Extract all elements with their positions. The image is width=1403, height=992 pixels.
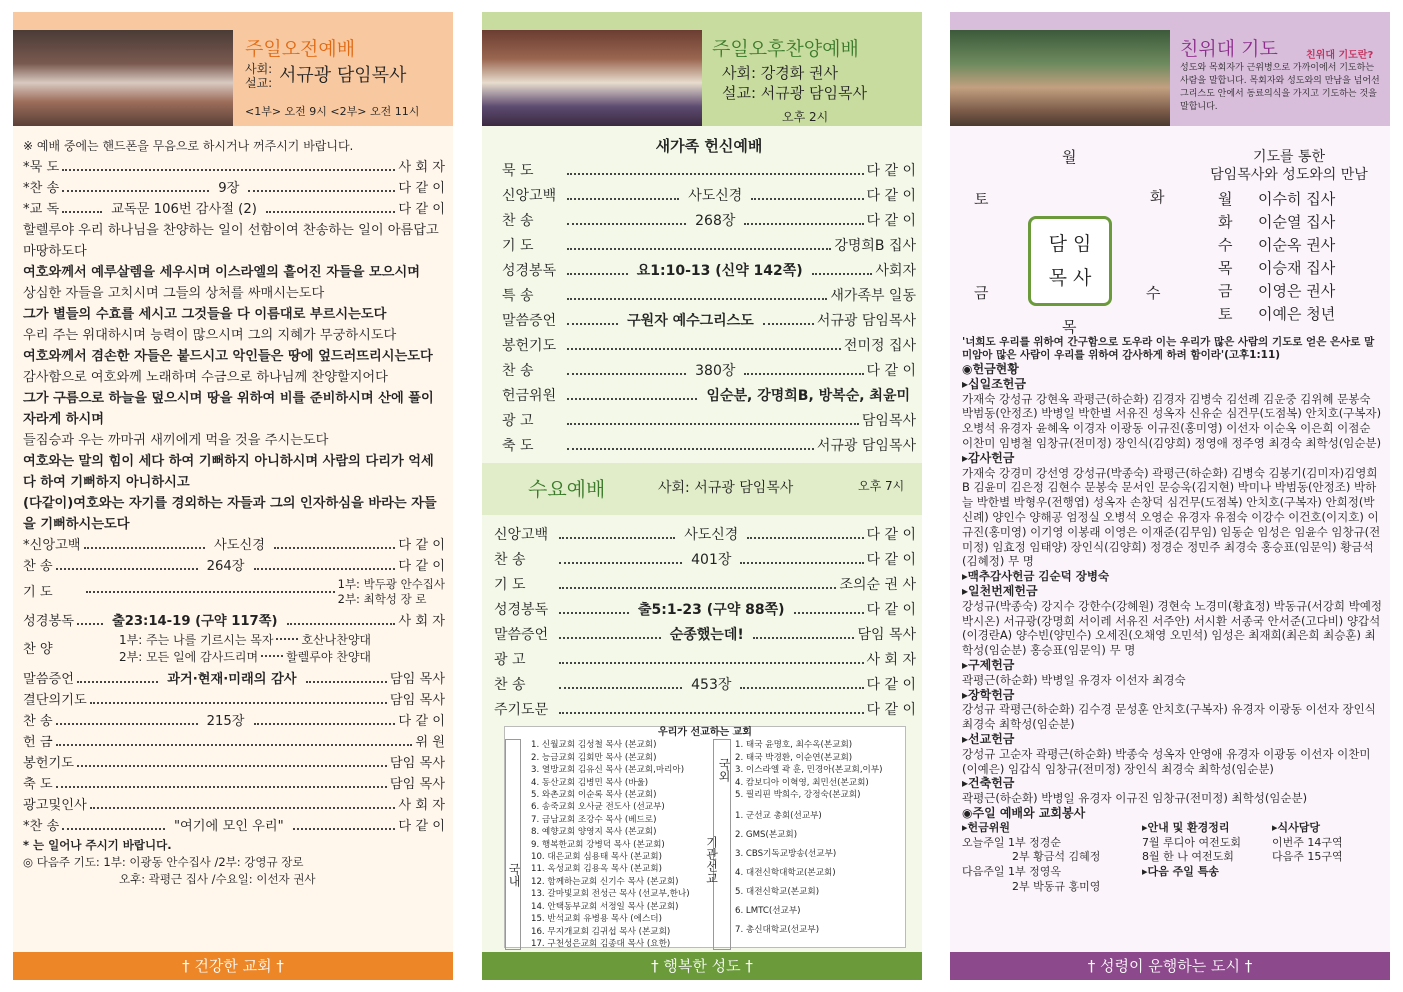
order-row: 찬 양 1부: 주는 나를 기르시는 목자 호산나찬양대 2부: 모든 일에 감사드리며 할렐루야 찬양대 [23, 633, 372, 664]
mission-item: 7. 금남교회 조강수 목사 (베드로) [531, 814, 657, 825]
mission-item: 8. 예향교회 양영지 목사 (본교회) [531, 827, 657, 838]
reading-line: 들짐승과 우는 까마귀 새끼에게 먹을 것을 주시는도다 [23, 433, 329, 448]
reading-line: 여호와는 말의 힘이 세다 하여 기뻐하지 아니하시며 사람의 다리가 억세다 하여 기뻐하지 아니하시고 [23, 454, 434, 490]
reading-line: 그가 구름으로 하늘을 덮으시며 땅을 위하여 비를 준비하시며 산에 풀이 자라게 하시며 [23, 391, 434, 427]
order-row: 신앙고백 사도신경 다 같 이 [502, 188, 916, 204]
reading-line: 우리 주는 위대하시며 능력이 많으시며 그의 지혜가 무궁하시도다 [23, 328, 397, 343]
mission-item: 13. 갈마빛교회 전성근 목사 (선교부,한나) [531, 889, 690, 900]
mission-item: 11. 옥성교회 김용옥 목사 (본교회) [531, 864, 662, 875]
responsive-reading [23, 220, 445, 535]
prayer-description: 성도와 목회자가 근위병으로 가까이에서 기도하는 사람을 말합니다. 목회자와 성도와의 만남을 넘어선 그리스도 안에서 동료의식을 가지고 기도하는 것을 말합니다. [1180, 63, 1380, 112]
mission-item: 3. 열방교회 김유신 목사 (본교회,마리아) [531, 765, 685, 776]
stand-note: * 는 일어나 주시기 바랍니다. [23, 838, 172, 852]
mission-item: 7. 총신대학교(선교부) [735, 925, 820, 936]
reading-line: 여호와께서 겸손한 자들은 붙드시고 악인들은 땅에 엎드러뜨리시는도다 [23, 349, 433, 364]
order-row: 광고및인사 사 회 자 [23, 798, 445, 813]
day-fri: 금 [974, 284, 989, 302]
footer-slogan: † 성령이 운행하는 도시 † [950, 952, 1390, 980]
order-row: 찬 송 264장 다 같 이 [23, 559, 446, 574]
afternoon-time: 오후 2시 [782, 110, 829, 124]
foreign-label: 국외 [717, 758, 731, 783]
day-tue: 화 [1150, 188, 1165, 206]
prayer-question: 친위대 기도란? [1306, 50, 1374, 61]
order-row: 말씀증언 순종했는데! 담임 목사 [494, 627, 916, 643]
order-row: *찬 송 "여기에 모인 우리" 다 같 이 [23, 819, 446, 834]
roster-row: 토 이예은 청년 [1218, 305, 1336, 323]
mission-item: 10. 대은교회 심용태 목사 (본교회) [531, 852, 662, 863]
reading-line: 감사함으로 여호와께 노래하며 수금으로 하나님께 찬양할지어다 [23, 370, 388, 385]
mission-item: 14. 안택동부교회 서정일 목사 (본교회) [531, 901, 679, 912]
thanks-list: 가재숙 강경미 강선영 강성규(박종숙) 곽평근(하순화) 김병숙 김봉기(김미자)김영희B 김윤미 김은정 김현수 문봉숙 문서인 문승욱(김지현) 박미나 박범동(안정조) 박하늘 박한별 박형우(전행엽) 성옥자 손창덕 심건무(도점복) 안치호(구복자) 안희정(박신례) 양인수 양해공 엄정실 오병석 오영순 유경자 유점숙 이강수 이건호(이지호) 이규진(홍미영) 이기영 이봉래 이영은 이재준(김무임) 임동순 임성은 임윤수 임창규(전미정) 임효정 임태양) 장인식(김양희) 정경순 정민주 최경숙 홍승표(임문익) 황금석(김혜정) 무 명 [962, 465, 1381, 569]
wednesday-time: 오후 7시 [858, 479, 905, 493]
preacher-name: 서규광 담임목사 [279, 65, 407, 86]
mission-item: 4. 동산교회 김병민 목사 (바울) [531, 777, 649, 788]
sub-title: 새가족 헌신예배 [655, 137, 763, 155]
order-row: 말씀증언 구원자 예수그리스도 서규광 담임목사 [502, 313, 916, 329]
reading-line: 상심한 자들을 고치시며 그들의 상처를 싸매시는도다 [23, 286, 325, 301]
mission-churches-box [504, 726, 906, 948]
senior-pastor-box: 담 임 목 사 [1028, 216, 1112, 306]
order-row: 찬 송 380장 다 같 이 [502, 363, 917, 379]
mission-item: 2. 능금교회 김회만 목사 (본교회) [531, 752, 657, 763]
order-row: *묵 도 사 회 자 [23, 160, 445, 175]
service-times: <1부> 오전 9시 <2부> 오전 11시 [245, 105, 420, 118]
mission-item: 2. GMS(본교회) [735, 830, 798, 841]
mission-item: 5. 필리핀 박희수, 강정숙(본교회) [735, 790, 861, 801]
afternoon-worship-title: 주일오후찬양예배 [712, 38, 859, 60]
tithe-list: 가재숙 강성규 강현옥 곽평근(하순화) 김경자 김병숙 김선례 김운중 김위혜 문봉숙 박범동(안정조) 박병일 박한별 서유진 성옥자 신유순 심건무(도점복) 안치호(구복자) 오병석 유경자 윤혜옥 이경자 이광동 이규진(홍미영) 이선자 이순옥 이은희 이점순 이찬미 임병철 임창규(전미정) 장인식(김양희) 정영애 정주영 최경숙 최학성(임순분) [962, 391, 1382, 450]
phone-notice: ※ 예배 중에는 핸드폰을 무음으로 하시거나 꺼주시기 바랍니다. [23, 139, 354, 153]
choir-photo [482, 30, 702, 126]
order-row: 신앙고백 사도신경 다 같 이 [494, 527, 916, 543]
bible-verse: '너희도 우리를 위하여 간구함으로 도우라 이는 우리가 많은 사람의 기도로 얻은 은사로 말미암아 많은 사람이 우리를 위하여 감사하게 하려 함이라'(고후1:11) [962, 336, 1375, 361]
day-thu: 목 [1062, 318, 1077, 336]
prayer-body [950, 126, 1390, 952]
mission-item: 4. 캄보디아 이혁영, 최민선(본교회) [735, 777, 869, 788]
morning-worship-column [13, 12, 453, 980]
reading-line: (다같이)여호와는 자기를 경외하는 자들과 그의 인자하심을 바라는 자들을 기뻐하시는도다 [23, 496, 437, 532]
mission-item: 17. 구천성은교회 김종대 목사 (요한) [531, 938, 671, 949]
order-row: 축 도 담임 목사 [23, 777, 445, 792]
afternoon-order-of-service [482, 126, 922, 952]
wednesday-header [482, 463, 922, 515]
order-row: 기 도 조의순 권 사 [494, 577, 916, 593]
day-wed: 수 [1146, 284, 1161, 302]
choir-photo [13, 30, 233, 126]
mission-item: 3. 이스라엘 곽 훈, 민경아(본교회,이부) [735, 765, 883, 776]
order-row: 성경봉독 출23:14-19 (구약 117쪽) 사 회 자 [23, 614, 445, 629]
order-row: 봉헌기도 전미정 집사 [502, 338, 916, 354]
domestic-label: 국내 [505, 739, 521, 950]
afternoon-worship-column [482, 12, 922, 980]
day-mon: 월 [1062, 148, 1077, 166]
next-week-prayer: ◎ 다음주 기도: 1부: 이광동 안수집사 /2부: 강영규 장로 [23, 855, 304, 869]
order-row: 봉헌기도 담임 목사 [23, 756, 445, 771]
reading-line: 그가 별들의 수효를 세시고 그것들을 다 이름대로 부르시는도다 [23, 307, 387, 322]
mission-item: 9. 행복한교회 강병덕 목사 (본교회) [531, 839, 665, 850]
afternoon-host: 사회: 강경화 권사 [722, 64, 839, 82]
meeting-line-2: 담임목사와 성도와의 만남 [1210, 167, 1368, 183]
order-row: 광 고 담임목사 [502, 413, 916, 429]
footer-slogan: † 행복한 성도 † [482, 952, 922, 980]
mission-item: 4. 대전신학대학교(본교회) [735, 868, 836, 879]
service-title: ◉주일 예배와 교회봉사 [962, 805, 1086, 820]
roster-row: 화 이순열 집사 [1218, 213, 1336, 231]
foreign-list [735, 739, 883, 801]
morning-order-of-service [13, 126, 453, 952]
day-sat: 토 [974, 190, 989, 208]
mission-item: 12. 함께하는교회 신기수 목사 (본교회) [531, 876, 679, 887]
domestic-list [521, 739, 713, 950]
prayer-diagram [950, 126, 1390, 336]
wednesday-host: 사회: 서규광 담임목사 [658, 480, 794, 496]
footer-slogan: † 건강한 교회 † [13, 952, 453, 980]
order-row: 찬 송 453장 다 같 이 [494, 677, 917, 693]
meeting-line-1: 기도를 통한 [1252, 149, 1326, 165]
order-row: 기 도 강명희B 집사 [502, 238, 916, 254]
prayer-header [950, 12, 1390, 126]
order-row: 축 도 서규광 담임목사 [502, 438, 916, 454]
order-row: 결단의기도 담임 목사 [23, 693, 445, 708]
mission-item: 1. 태국 윤명호, 최수옥(본교회) [735, 740, 853, 751]
reading-line: 할렐루야 우리 하나님을 찬양하는 일이 선함이여 찬송하는 일이 아름답고 마땅하도다 [23, 223, 439, 259]
mission-item: 5. 와촌교회 이순록 목사 (본교회) [531, 790, 657, 801]
mission-item: 2. 태국 박경환, 이순연(본교회) [735, 752, 853, 763]
roster-row: 목 이승재 집사 [1218, 259, 1336, 277]
mission-item: 15. 반석교회 유병용 목사 (에스더) [531, 914, 662, 925]
wednesday-title: 수요예배 [528, 477, 606, 501]
order-row: 광 고 사 회 자 [494, 652, 916, 668]
order-row: 성경봉독 출5:1-23 (구약 88쪽) 다 같 이 [494, 602, 917, 618]
afternoon-preacher: 설교: 서규광 담임목사 [722, 84, 868, 102]
mission-item: 6. LMTC(선교부) [735, 906, 801, 917]
order-row: 찬 송 401장 다 같 이 [494, 552, 917, 568]
preach-label: 설교: [245, 76, 273, 90]
order-row: 말씀증언 과거·현재·미래의 감사 담임 목사 [23, 672, 446, 687]
mission-item: 1. 군선교 총회(선교부) [735, 811, 822, 822]
org-list [735, 807, 883, 940]
host-label: 사회: [245, 62, 273, 76]
prayer-column [950, 12, 1390, 980]
order-row: 묵 도 다 같 이 [502, 163, 916, 179]
morning-worship-header [13, 12, 453, 126]
order-row: 기 도 1부: 박두광 안수집사 2부: 최학성 장 로 [23, 577, 445, 606]
order-row: 성경봉독 요1:10-13 (신약 142쪽) 사회자 [502, 263, 916, 279]
order-row: 찬 송 215장 다 같 이 [23, 714, 446, 729]
mission-item: 1. 신월교회 김성철 목사 (본교회) [531, 740, 657, 751]
prayer-roster [1218, 188, 1335, 326]
mission-item: 5. 대전신학교(본교회) [735, 887, 820, 898]
order-row: 헌 금 위 원 [23, 735, 445, 750]
roster-row: 월 이수히 집사 [1218, 190, 1336, 208]
mission-title: 우리가 선교하는 교회 [658, 727, 752, 738]
service-roster: ▸헌금위원 오늘주일 1부 정경순 2부 황금석 김혜정 다음주일 1부 정영옥 2부 박동규 홍미영 ▸안내 및 환경정리 7월 루디아 여전도회 8월 한 나 여전도회 ▸다음 주일 특송 ▸식사담당 이번주 14구역 다음주 15구역 [962, 820, 1343, 893]
prayer-photo [950, 30, 1170, 126]
order-row: 찬 송 268장 다 같 이 [502, 213, 917, 229]
offering-section: '너희도 우리를 위하여 간구함으로 도우라 이는 우리가 많은 사람의 기도로 얻은 은사로 말미암아 많은 사람이 우리를 위하여 감사하게 하려 함이라'(고후1:11) ◉헌금현황 ▸십일조헌금 가재숙 강성규 강현옥 곽평근(하순화) 김경자 김병숙 김선례 김운중 김위혜 문봉숙 박범동(안정조) 박병일 박한별 서유진 성옥자 신유순 심건무(도점복) 안치호(구복자) 오병석 유경자 윤혜옥 이경자 이광동 이규진(홍미영) 이선자 이순옥 이은희 이점순 이찬미 임병철 임창규(전미정) 장인식(김양희) 정영애 정주영 최경숙 최학성(임순분) ▸감사헌금 가재숙 강경미 강선영 강성규(박종숙) 곽평근(하순화) 김병숙 김봉기(김미자)김영희B 김윤미 김은정 김현수 문봉숙 문서인 문승욱(김지현) 박미나 박범동(안정조) 박하늘 박한별 박형우(전행엽) 성옥자 손창덕 심건무(도점복) 안치호(구복자) 안희정(박신례) 양인수 양해공 엄정실 오병석 오영순 유경자 유점숙 이강수 이건호(이지호) 이규진(홍미영) 이기영 이봉래 이영은 이재준(김무임) 임동순 임성은 임윤수 임창규(전미정) 임효정 임태양) 장인식(김양희) 정경순 정민주 최경숙 홍승표(임문익) 황금석(김혜정) 무 명 ▸맥추감사헌금 김순덕 장병숙 ▸일천번제헌금 강성규(박종숙) 강지수 강한수(강혜원) 경현숙 노경미(황효정) 박동규(서강희 박예정 박시온) 서규광(강명희 서이레 서유진 서주안) 서시환 서종국 안서준(고다비) 양갑석(이경란A) 양수빈(양민수) 오세진(오채영 오민석) 임성은 최재희(최은희 최승훈) 최학성(임순분) 홍승표(임문익) 무 명 ▸구제헌금 곽평근(하순화) 박병일 유경자 이선자 최경숙 ▸장학헌금 강성규 곽평근(하순화) 김수경 문성훈 안치호(구복자) 유경자 이광동 이선자 장인식 최경숙 최학성(임순분) ▸선교헌금 강성규 고순자 곽평근(하순화) 박종숙 성옥자 안영애 유경자 이광동 이선자 이찬미(이예은) 임갑식 임창규(전미정) 장인식 최경숙 최학성(임순분) ▸건축헌금 곽평근(하순화) 박병일 유경자 이규진 임창규(전미정) 최학성(임순분) ◉주일 예배와 교회봉사 ▸헌금위원 오늘주일 1부 정경순 2부 황금석 김혜정 다음주일 1부 정영옥 2부 박동규 홍미영 ▸안내 및 환경정리 7월 루디아 여전도회 8월 한 나 여전도회 ▸다음 주일 특송 ▸식사담당 이번주 14구역 다음주 15구역 [962, 336, 1382, 893]
order-row: 주기도문 다 같 이 [494, 702, 916, 718]
mission-item: 6. 송죽교회 오사균 전도사 (선교부) [531, 802, 665, 813]
order-row: *신앙고백 사도신경 다 같 이 [23, 538, 446, 553]
mission-item: 16. 무지개교회 김귀섭 목사 (본교회) [531, 926, 671, 937]
burnt-offering-list: 강성규(박종숙) 강지수 강한수(강혜원) 경현숙 노경미(황효정) 박동규(서강희 박예정 박시온) 서규광(강명희 서이레 서유진 서주안) 서시환 서종국 안서준(고다비) 양갑석(이경란A) 양수빈(양민수) 오세진(오채영 오민석) 임성은 최재희(최은희 최승훈) 최학성(임순분) 홍승표(임문익) 무 명 [962, 598, 1382, 658]
reading-line: 여호와께서 예루살렘을 세우시며 이스라엘의 흩어진 자들을 모으시며 [23, 265, 420, 280]
order-row: 헌금위원 임순분, 강명희B, 방복순, 최윤미 [502, 388, 910, 404]
order-row: *찬 송 9장 다 같 이 [23, 181, 446, 196]
offering-title: ◉헌금현황 [962, 362, 1019, 376]
afternoon-worship-header [482, 12, 922, 126]
order-row: *교 독 교독문 106번 감사절 (2) 다 같 이 [23, 202, 445, 217]
order-row: 특 송 새가족부 일동 [502, 288, 916, 304]
prayer-title: 친위대 기도 [1180, 38, 1278, 60]
morning-worship-title: 주일오전예배 [245, 38, 356, 60]
mission-item: 3. CBS기독교방송(선교부) [735, 849, 837, 860]
next-week-prayer-2: 오후: 곽평근 집사 /수요일: 이선자 권사 [119, 872, 316, 886]
roster-row: 수 이순옥 권사 [1218, 236, 1336, 254]
org-label: 기관선교 [704, 835, 719, 884]
roster-row: 금 이영은 권사 [1218, 282, 1336, 300]
